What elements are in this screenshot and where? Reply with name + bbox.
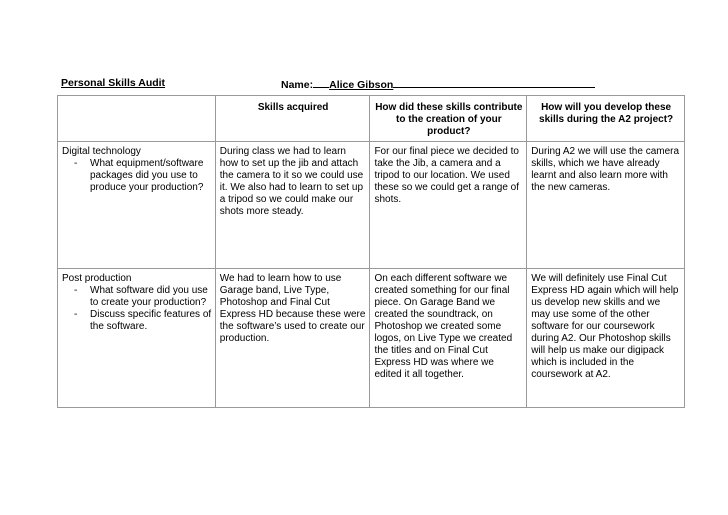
subpoint-item: - Discuss specific features of the software. xyxy=(90,309,212,333)
subpoint-item: - What software did you use to create your production? xyxy=(90,285,212,309)
header-cell-contribution: How did these skills contribute to the creation of your product? xyxy=(370,96,527,142)
name-underline-lead xyxy=(313,77,329,88)
topic-title: Post production xyxy=(62,273,132,284)
development-cell: We will definitely use Final Cut Express HD again which will help us develop new skills and we may use some of the other software for our coursework during A2. Our Photoshop skills will help us make our digipack which is included in the coursework at A2. xyxy=(527,269,685,408)
table-row xyxy=(58,269,685,408)
topic-title: Digital technology xyxy=(62,146,141,157)
header-cell-topic xyxy=(58,96,216,142)
header-cell-skills-acquired: Skills acquired xyxy=(215,96,370,142)
table-row xyxy=(58,142,685,269)
document-header xyxy=(61,77,681,91)
header-cell-development: How will you develop these skills during the A2 project? xyxy=(527,96,685,142)
development-cell: During A2 we will use the camera skills, which we have already learnt and also learn more with the new cameras. xyxy=(527,142,685,269)
subpoint-list xyxy=(62,285,212,333)
subpoint-list xyxy=(62,158,212,194)
name-value: Alice Gibson xyxy=(329,79,394,91)
name-field xyxy=(281,77,595,91)
contribution-cell: On each different software we created something for our final piece. On Garage Band we created the soundtrack, on Photoshop we created some logos, on Live Type we created the titles and on Final Cut Express HD was where we edited it all together. xyxy=(370,269,527,408)
skills-cell: We had to learn how to use Garage band, Live Type, Photoshop and Final Cut Express HD because these were the software’s used to create our production. xyxy=(215,269,370,408)
name-label: Name: xyxy=(281,79,314,91)
document-title: Personal Skills Audit xyxy=(61,77,166,89)
name-underline-trail xyxy=(393,77,595,88)
topic-cell xyxy=(58,142,216,269)
topic-cell xyxy=(58,269,216,408)
skills-audit-table xyxy=(57,95,685,408)
skills-cell: During class we had to learn how to set up the jib and attach the camera to it so we could use it. We also had to learn to set up a tripod so we could make our shots more steady. xyxy=(215,142,370,269)
contribution-cell: For our final piece we decided to take the Jib, a camera and a tripod to our location. We used these so we could get a range of shots. xyxy=(370,142,527,269)
table-header-row xyxy=(58,96,685,142)
subpoint-item: - What equipment/software packages did you use to produce your production? xyxy=(90,158,212,194)
